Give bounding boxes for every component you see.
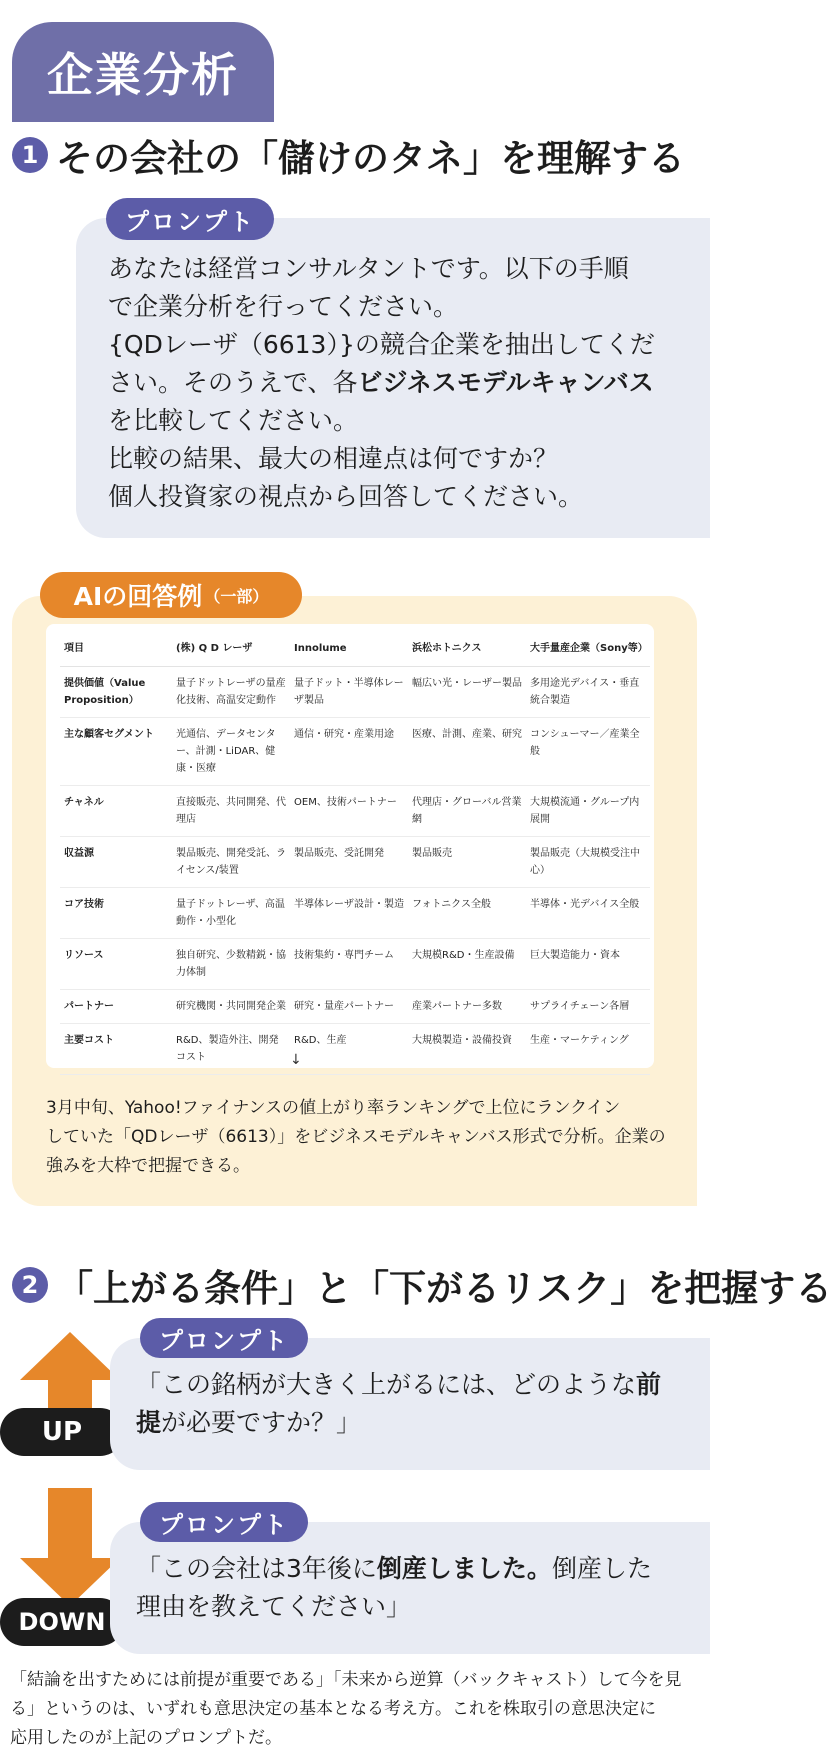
table-cell: コンシューマー／産業全般 xyxy=(526,718,650,786)
step1-heading xyxy=(12,128,685,182)
table-header: 浜松ホトニクス xyxy=(408,630,526,667)
prompt-emphasis: ビジネスモデルキャンバス xyxy=(357,368,654,397)
table-cell: 研究機関・共同開発企業 xyxy=(172,990,290,1024)
ai-answer-caption xyxy=(46,1094,686,1181)
caption-line: 「結論を出すためには前提が重要である」「未来から逆算（バックキャスト）して今を見 xyxy=(10,1670,682,1690)
table-header: (株) Q D レーザ xyxy=(172,630,290,667)
caption-line: していた「QDレーザ（6613）」をビジネスモデルキャンバス形式で分析。企業の xyxy=(46,1127,666,1147)
step1-prompt-label: プロンプト xyxy=(106,198,274,240)
down-prompt-label: プロンプト xyxy=(140,1502,308,1542)
row-header: パートナー xyxy=(60,990,172,1024)
ai-answer-label: AIの回答例 （一部） xyxy=(40,572,302,618)
down-arrow-icon xyxy=(16,1488,124,1608)
step2-title: 「上がる条件」と「下がるリスク」を把握する xyxy=(56,1267,832,1310)
row-header: 収益源 xyxy=(60,837,172,888)
table-cell: 製品販売、開発受託、ライセンス/装置 xyxy=(172,837,290,888)
table-cell: 独自研究、少数精鋭・協力体制 xyxy=(172,939,290,990)
table-cell: 生産・マーケティング xyxy=(526,1024,650,1075)
prompt-line: あなたは経営コンサルタントです。以下の手順 xyxy=(108,254,629,283)
table-row xyxy=(60,990,650,1024)
down-badge: DOWN xyxy=(0,1598,124,1646)
table-cell: R&D、製造外注、開発コスト xyxy=(172,1024,290,1075)
prompt-line: 「この会社は3年後に倒産しました。倒産した xyxy=(136,1554,652,1583)
row-header: コア技術 xyxy=(60,888,172,939)
table-cell: 製品販売（大規模受注中心） xyxy=(526,837,650,888)
row-header: 主要コスト xyxy=(60,1024,172,1075)
table-cell: 技術集約・専門チーム xyxy=(290,939,408,990)
table-cell: 産業パートナー多数 xyxy=(408,990,526,1024)
comparison-table-card xyxy=(46,624,654,1068)
table-cell: 半導体・光デバイス全般 xyxy=(526,888,650,939)
prompt-line: さい。そのうえで、各ビジネスモデルキャンバス xyxy=(108,368,654,397)
table-row xyxy=(60,837,650,888)
table-row xyxy=(60,786,650,837)
prompt-line: 提が必要ですか？」 xyxy=(136,1408,362,1437)
table-header-row xyxy=(60,630,650,667)
up-prompt-label: プロンプト xyxy=(140,1318,308,1358)
table-cell: フォトニクス全般 xyxy=(408,888,526,939)
prompt-line: 比較の結果、最大の相違点は何ですか？ xyxy=(108,444,559,473)
table-cell: サプライチェーン各層 xyxy=(526,990,650,1024)
caption-line: る」というのは、いずれも意思決定の基本となる考え方。これを株取引の意思決定に xyxy=(10,1699,656,1719)
step1-prompt-text xyxy=(108,250,698,516)
section-tab: 企業分析 xyxy=(12,22,274,122)
step1-number-badge: 1 xyxy=(12,137,48,173)
table-cell: 通信・研究・産業用途 xyxy=(290,718,408,786)
table-cell: 製品販売 xyxy=(408,837,526,888)
table-cell: 医療、計測、産業、研究 xyxy=(408,718,526,786)
row-header: 提供価値（Value Proposition） xyxy=(60,667,172,718)
table-cell: 製品販売、受託開発 xyxy=(290,837,408,888)
table-cell: OEM、技術パートナー xyxy=(290,786,408,837)
table-cell: 量子ドット・半導体レーザ製品 xyxy=(290,667,408,718)
table-cell: 幅広い光・レーザー製品 xyxy=(408,667,526,718)
table-cell: 代理店・グローバル営業網 xyxy=(408,786,526,837)
row-header: チャネル xyxy=(60,786,172,837)
table-row xyxy=(60,939,650,990)
caption-line: 応用したのが上記のプロンプトだ。 xyxy=(10,1728,282,1748)
table-cell: 量子ドットレーザ、高温動作・小型化 xyxy=(172,888,290,939)
prompt-line: 「この銘柄が大きく上がるには、どのような前 xyxy=(136,1370,662,1399)
table-row xyxy=(60,1024,650,1075)
table-header: Innolume xyxy=(290,630,408,667)
up-prompt-text xyxy=(136,1366,702,1442)
table-row xyxy=(60,888,650,939)
step1-title: その会社の「儲けのタネ」を理解する xyxy=(56,137,685,180)
table-row xyxy=(60,718,650,786)
caption-line: 強みを大枠で把握できる。 xyxy=(46,1156,250,1176)
row-header: リソース xyxy=(60,939,172,990)
prompt-line: 個人投資家の視点から回答してください。 xyxy=(108,482,584,511)
row-header: 主な顧客セグメント xyxy=(60,718,172,786)
table-cell: R&D、生産 xyxy=(290,1024,408,1075)
prompt-line: {QDレーザ（6613）}の競合企業を抽出してくだ xyxy=(108,330,655,359)
table-cell: 多用途光デバイス・垂直統合製造 xyxy=(526,667,650,718)
table-header: 項目 xyxy=(60,630,172,667)
up-badge: UP xyxy=(0,1408,124,1456)
table-cell: 大規模製造・設備投資 xyxy=(408,1024,526,1075)
table-cell: 巨大製造能力・資本 xyxy=(526,939,650,990)
table-cell: 直接販売、共同開発、代理店 xyxy=(172,786,290,837)
comparison-table xyxy=(60,630,650,1075)
step2-heading xyxy=(12,1258,832,1312)
prompt-line: を比較してください。 xyxy=(108,406,359,435)
footer-caption xyxy=(10,1666,702,1753)
table-cell: 大規模R&D・生産設備 xyxy=(408,939,526,990)
scroll-down-arrow-icon: ↓ xyxy=(290,1052,302,1068)
step2-number-badge: 2 xyxy=(12,1267,48,1303)
down-prompt-text xyxy=(136,1550,702,1626)
table-cell: 量子ドットレーザの量産化技術、高温安定動作 xyxy=(172,667,290,718)
table-cell: 光通信、データセンター、計測・LiDAR、健康・医療 xyxy=(172,718,290,786)
caption-line: 3月中旬、Yahoo!ファイナンスの値上がり率ランキングで上位にランクイン xyxy=(46,1098,621,1118)
table-cell: 研究・量産パートナー xyxy=(290,990,408,1024)
table-cell: 大規模流通・グループ内展開 xyxy=(526,786,650,837)
table-row xyxy=(60,667,650,718)
prompt-line: で企業分析を行ってください。 xyxy=(108,292,459,321)
prompt-line: 理由を教えてください」 xyxy=(136,1592,412,1621)
table-header: 大手量産企業（Sony等） xyxy=(526,630,650,667)
table-cell: 半導体レーザ設計・製造 xyxy=(290,888,408,939)
